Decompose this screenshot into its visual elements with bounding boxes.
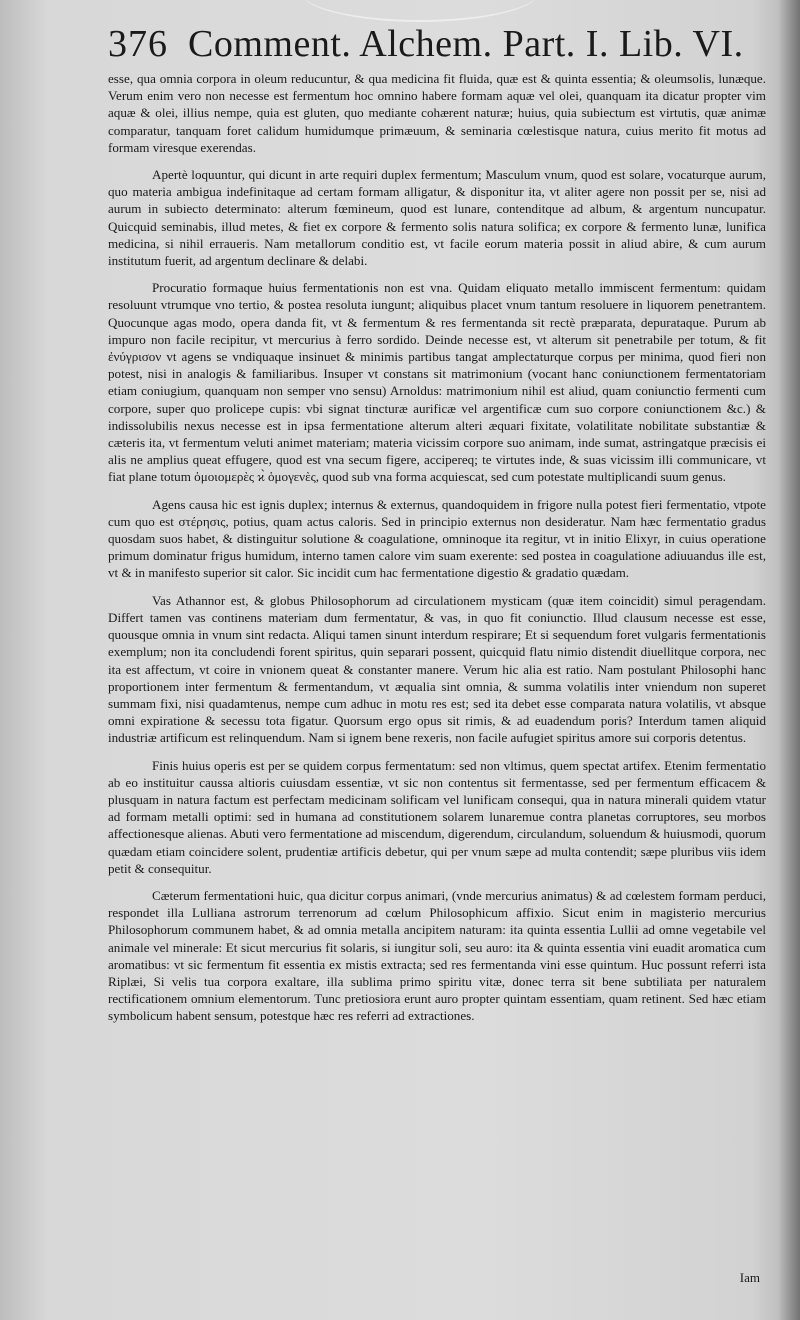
paragraph-7: Cæterum fermentationi huic, qua dicitur corpus animari, (vnde mercurius animatus) & ad cœlestem formam perduci, respondet illa Lulliana astrorum terrenorum ad cœlum Philosophicum affixio. Sicut enim in magisterio mercurius Philosophorum communem habet, & ad omnia metalla ancipitem naturam: ita quinta essentia Lullii ad omne vegetabile vel animale vel minerale: Et sicut mercurius fit solaris, si iungitur soli, seu auro: ita & quinta essentia vini euadit aromatica cum aromatibus: vt sic fermentum fit essentia ex mistis extracta; sed res fermentanda vini esse quintum. Huc possunt referri ista Riplæi, Si velis tua corpora exaltare, illa sublima primo spiritu vitæ, donec terra sit bene subtiliata per naturalem rectificationem omnium elementorum. Tunc pretiosiora erunt auro propter quintam essentiam, quam retinent. Sed hæc etiam symbolicum habent sensum, potestque hæc res referri ad extractiones.	[108, 887, 766, 1024]
paragraph-1: esse, qua omnia corpora in oleum reducuntur, & qua medicina fit fluida, quæ est & quinta essentia; & oleumsolis, lunæque. Verum enim vero non necesse est fermentum hoc omnino habere formam aquæ vel olei, quanquam ita dicatur propter vim aquæ & olei, illius nempe, quia est gluten, quo mediante cohærent naturæ; huius, quia subiectum est virtutis, quæ animæ comparatur, tanquam foret calidum humidumque primæuum, & seminaria cœlestisque natura, cuius merito fit motus ad formam viresque exerendas.	[108, 71, 766, 155]
paragraph-3: Procuratio formaque huius fermentationis non est vna. Quidam eliquato metallo immiscent fermentum: quidam resoluunt vtrumque vno tertio, & postea resoluta iungunt; aliquibus placet vnum tantum resoluere in liquorem penetrantem. Quocunque agas modo, opera danda fit, vt & fermentum & res fermentanda sit rectè præparata, depurataque. Purum ab impuro non facile recipitur, vt mercurius à ferro sordido. Deinde necesse est, vt alterum sit penetrabile per totum, & fit ἐνύγρισον vt agens se vndiquaque insinuet & minimis partibus tangat amplectaturque corpus per minima, quod fieri non potest, nisi in analogis & familiaribus. Insuper vt constans sit matrimonium (vocant hanc coniunctionem fermentatoriam etiam coniugium, quanquam non semper vno sensu) Arnoldus: matrimonium nihil est aliud, quam coniunctio fermenti cum corpore, super quo proliceре cupis: vbi signat tincturæ aurificæ vel argentificæ cum suo corpore coniunctionem &c.) & indissolubilis nexus necesse est in ipsa fermentatione alterum alteri æquari fixitate, volatilitate nobilitate substantiæ & cæteris ita, vt fermentum veluti animet materiam; materia vicissim corpore suo animam, inde sumat, astringatque præcisis ei alis ne amplius queat effugere, quod est vna secum figere, accipereq; te virtutes inde, & suas vicissim illi communicare, vt fiat plane totum ὁμοιομερὲς ϰ̀ ὁμογενὲς, quod sub vna forma acquiescat, sed cum potestate multiplicandi suum genus.	[108, 280, 766, 485]
paragraph-4: Agens causa hic est ignis duplex; internus & externus, quandoquidem in frigore nulla potest fieri fermentatio, vtpote cum quo est στέρησις, potius, quam actus caloris. Sed in principio externus non desideratur. Nam hæc fermentatio gradus quosdam suos habet, & distinguitur solutione & coagulatione, omninoque ita regitur, vt in initio Elixyr, in cuius operatione primum dominatur frigus humidum, interno tamen calore vim suam exerente: sed postea in coagulatione adiuuandus ille est, vt & in manifesto superior sit calor. Sic incidit cum hac fermentatione digestio & gradatio quædam.	[108, 496, 766, 581]
body-text	[108, 70, 766, 1025]
paragraph-5: Vas Athannor est, & globus Philosophorum ad circulationem mysticam (quæ item coincidit) simul peragendam. Differt tamen vas continens materiam dum fermentatur, & vas, in quo fit coniunctio. Illud clausum necesse est esse, quousque omnia in vnum sint redacta. Aliqui tamen sinunt interdum respirare; Et si sequendum foret vulgaris fermentationis exemplum; non ita concludendi forent spiritus, quin separari possent, quicquid flatu nimio distendit diuellitque corpora, nec ita est affectum, vt coire in vnionem queat & constanter manere. Verum hic alia est ratio. Nam postulant Philosophi hanc proportionem inter fermentum & fermentandum, vt æqualia sint omnia, & summa volatilis inter vniendum non superet summam fixi, nisi quadamtenus, nempe cum adhuc in motu res est; sed ita debet esse comparata natura volatilis, vt absque omni expiratione & secessu tota figatur. Quorsum ergo opus sit rimis, & ad euadendum poris? Interdum tamen aliquid industriæ artificum est relinquendum. Nam si ignem bene rexeris, non facile aufugiet spiritus amore sui corporis detentus.	[108, 592, 766, 746]
binding-curve	[300, 0, 540, 22]
catchword: Iam	[739, 1270, 760, 1285]
page-number: 376	[108, 23, 168, 65]
paragraph-6: Finis huius operis est per se quidem corpus fermentatum: sed non vltimus, quem spectat artifex. Etenim fermentatio ab eo instituitur caussa altioris cuiusdam essentiæ, vt sic non contentus sit fermentasse, sed per fermentum efficacem & plusquam in natura factum est perfectam medicinam solificam vel lunificam consequi, qua in natura minerali quidem vtatur ad formam metalli optimi: sed in humana ad constitutionem solarem lunaremue contra planetas corruptores, seu morbos affectionesque alienas. Abuti vero fermentatione ad miscendum, digerendum, circulandum, soluendum & huiusmodi, quorum quædam etiam coincidere solent, prudentiæ artificis debetur, qui per vnum sæpe ad multa contendit; sæpe pluribus viis idem petit & consequitur.	[108, 757, 766, 876]
paragraph-2: Apertè loquuntur, qui dicunt in arte requiri duplex fermentum; Masculum vnum, quod est solare, vocaturque aurum, quo materia ambigua indefinitaque ad certam formam alligatur, & disponitur ita, vt aliter agere non possit per se, nisi ad aurum in subiecto determinato: alterum fœmineum, quod est lunare, contenditque ad album, & argentum nuncupatur. Quicquid seminabis, illud metes, & fiet ex corpore & fermento solis natura solifica; ex corpore & fermento lunæ, lunifica medicina, si nihil erraueris. Nam metallorum conditio est, vt facile eorum materia possit in aliud abire, & cum aurum institutum fuerit, ad argentum declinare & delabi.	[108, 167, 766, 269]
page-edge-shadow	[778, 0, 800, 1320]
page-header	[108, 22, 766, 66]
running-title: Comment. Alchem. Part. I. Lib. VI.	[188, 23, 744, 65]
